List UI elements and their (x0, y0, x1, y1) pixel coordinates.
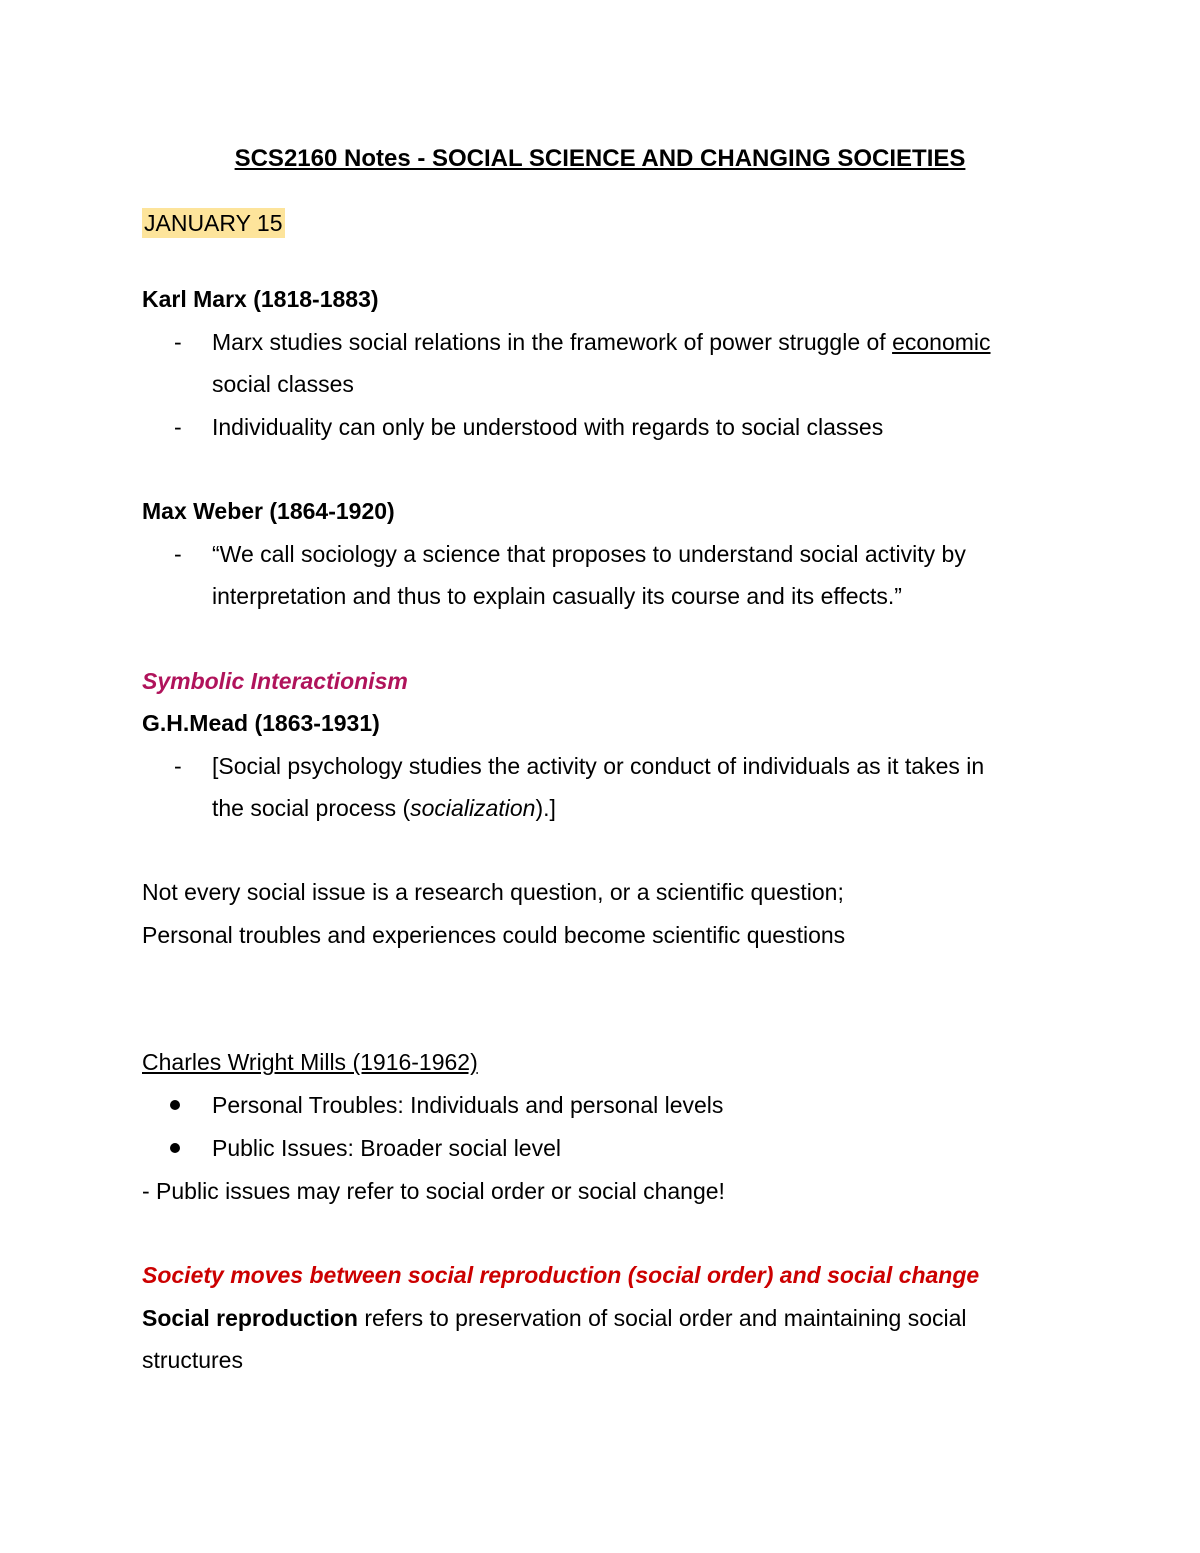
marx-point-2: Individuality can only be understood with regards to social classes (212, 414, 884, 440)
weber-quote-line-2: interpretation and thus to explain casually its course and its effects.” (212, 583, 902, 609)
marx-dash-1: - (174, 329, 182, 355)
social-reproduction-def: refers to preservation of social order and maintaining social (357, 1305, 967, 1331)
bullet-icon (170, 1100, 180, 1110)
date-heading (142, 208, 285, 238)
bullet-icon (170, 1143, 180, 1153)
mills-bullet-2: Public Issues: Broader social level (212, 1135, 561, 1161)
weber-quote-line-1: “We call sociology a science that proposes to understand social activity by (212, 541, 966, 567)
mead-point-line-2 (212, 793, 556, 823)
mead-heading: G.H.Mead (1863-1931) (142, 710, 380, 736)
date-highlight: JANUARY 15 (144, 210, 283, 236)
mills-heading: Charles Wright Mills (1916-1962) (142, 1049, 478, 1075)
marx-heading: Karl Marx (1818-1883) (142, 286, 379, 312)
mead-point-pre: the social process ( (212, 795, 411, 821)
marx-dash-2: - (174, 414, 182, 440)
marx-point-1 (212, 327, 991, 357)
symbolic-heading: Symbolic Interactionism (142, 668, 408, 694)
social-reproduction-term: Social reproduction (142, 1305, 358, 1331)
weber-dash: - (174, 541, 182, 567)
mead-dash: - (174, 753, 182, 779)
research-line-2: Personal troubles and experiences could become scientific questions (142, 922, 846, 948)
social-reproduction-line-2: structures (142, 1347, 243, 1373)
weber-heading: Max Weber (1864-1920) (142, 498, 395, 524)
mills-bullet-1: Personal Troubles: Individuals and personal levels (212, 1092, 724, 1118)
mead-point-line-1: [Social psychology studies the activity or conduct of individuals as it takes in (212, 753, 985, 779)
mills-note: - Public issues may refer to social order or social change! (142, 1178, 725, 1204)
research-line-1: Not every social issue is a research question, or a scientific question; (142, 879, 844, 905)
marx-point-1-cont: social classes (212, 371, 354, 397)
document-title: SCS2160 Notes - SOCIAL SCIENCE AND CHANGING SOCIETIES (234, 145, 966, 172)
social-reproduction-line-1 (142, 1303, 967, 1333)
mead-point-post: ).] (535, 795, 556, 821)
society-heading: Society moves between social reproduction (social order) and social change (142, 1262, 980, 1288)
marx-point-1-text: Marx studies social relations in the framework of power struggle of (212, 329, 893, 355)
socialization-italic: socialization (410, 795, 536, 821)
economic-underlined: economic (892, 329, 991, 355)
